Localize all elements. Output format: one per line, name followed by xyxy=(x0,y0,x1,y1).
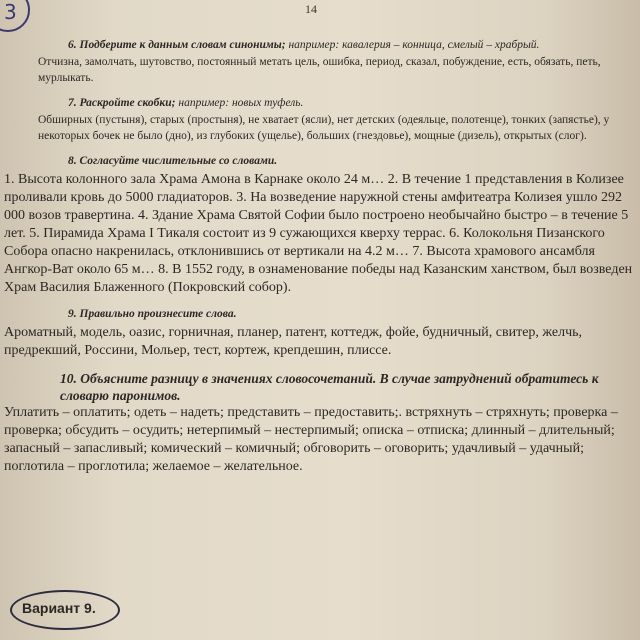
task-7 xyxy=(0,96,640,144)
page-content xyxy=(0,38,640,486)
task-10-heading: 10. Объясните разницу в значениях словосочетаний. В случае затруднений обратитесь к словарю паронимов. xyxy=(60,371,599,403)
task-9-heading: 9. Правильно произнесите слова. xyxy=(68,308,237,320)
task-6-heading: 6. Подберите к данным словам синонимы; xyxy=(68,39,286,51)
task-6-example: например: кавалерия – конница, смелый – храбрый. xyxy=(288,39,540,51)
task-10-body: Уплатить – оплатить; одеть – надеть; представить – предоставить;. встряхнуть – стряхнуть; проверка – проверка; обсудить – осудить; нетерпимый – нестерпимый; описка – отписка; длинный – длительный; запасный – запасливый; комический – комичный; обговорить – оговорить; удачливый – удачный; поглотила – проглотила; желаемое – желательное. xyxy=(4,405,618,474)
page-number: 14 xyxy=(305,2,317,16)
task-7-example: например: новых туфель. xyxy=(178,97,304,109)
task-8-heading: 8. Согласуйте числительные со словами. xyxy=(68,155,278,167)
task-9-body: Ароматный, модель, оазис, горничная, планер, патент, коттедж, фойе, будничный, свитер, желчь, предрекший, Россини, Мольер, тест, кортеж, крепдешин, плиссе. xyxy=(4,325,583,358)
task-10 xyxy=(0,370,640,476)
task-8 xyxy=(0,154,640,297)
circle-mark-number: 3 xyxy=(4,0,17,24)
variant-oval xyxy=(10,590,120,630)
task-7-heading: 7. Раскройте скобки; xyxy=(68,97,176,109)
task-6 xyxy=(0,38,640,86)
task-9 xyxy=(0,307,640,360)
handwritten-circle-mark xyxy=(0,0,30,32)
task-8-body: 1. Высота колонного зала Храма Амона в Карнаке около 24 м… 2. В течение 1 представления в Колизее проливали кровь до 5000 гладиаторов. 3. На возведение наружной стены амфитеатра Колизея ушло 292 000 возов травертина. 4. Здание Храма Святой Софии было построено необычайно быстро – в течение 5 лет. 5. Пирамида Храма I Тикаля состоит из 9 сужающихся кверху террас. 6. Колокольня Пизанского Собора опасно накренилась, отклонившись от вертикали на 4.2 м… 7. Высота храмового ансамбля Ангкор-Ват около 65 м… 8. В 1552 году, в ознаменование победы над Казанским ханством, был возведен Храм Василия Блаженного (Покровский собор). xyxy=(4,172,633,295)
variant-label: Вариант 9. xyxy=(22,600,96,616)
task-7-body: Обширных (пустыня), старых (простыня), не хватает (ясли), нет детских (одеяльце, полотенце), тонких (запястье), у некоторых бочек не было (дно), из глубоких (ущелье), больших (гнездовье), мощные (дизель), открытых (слог). xyxy=(38,114,610,142)
task-6-body: Отчизна, замолчать, шутовство, постоянный метать цель, ошибка, период, сказал, побуждение, есть, обязать, петь, мурлыкать. xyxy=(38,56,601,84)
